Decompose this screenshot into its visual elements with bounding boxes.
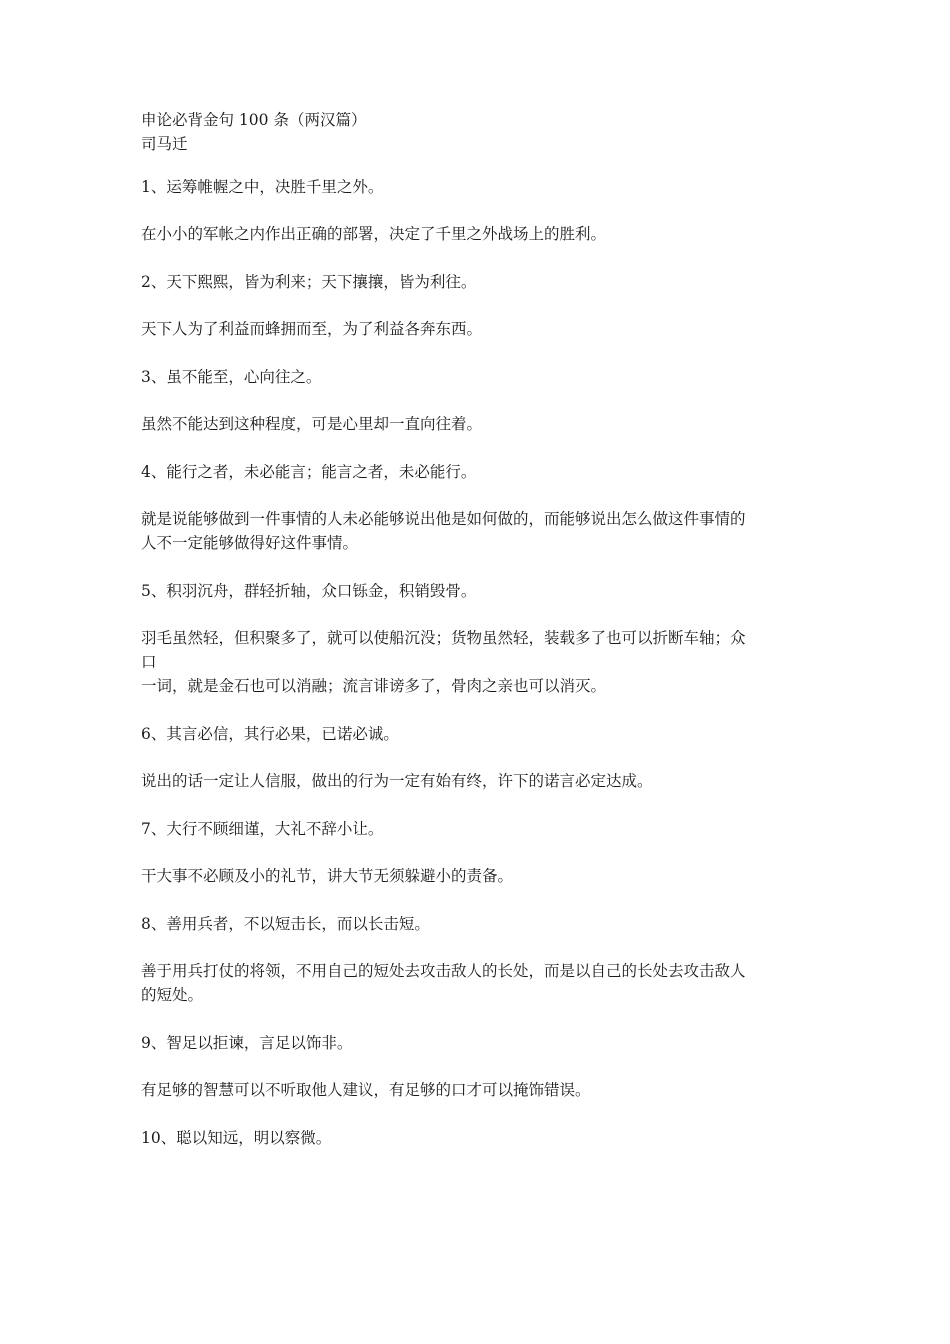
- explanation-text: 干大事不必顾及小的礼节，讲大节无须躲避小的责备。: [141, 867, 514, 885]
- quote-text: 10、聪以知远，明以察微。: [141, 1129, 332, 1147]
- list-item: [141, 365, 809, 436]
- document-title: 申论必背金句 100 条（两汉篇）: [141, 111, 367, 129]
- explanation-text: 有足够的智慧可以不听取他人建议，有足够的口才可以掩饰错误。: [141, 1081, 591, 1099]
- explanation-text: 就是说能够做到一件事情的人未必能够说出他是如何做的，而能够说出怎么做这件事情的 人不一定能够做得好这件事情。: [141, 510, 746, 552]
- list-item: [141, 912, 809, 1007]
- quote-text: 9、智足以拒谏，言足以饰非。: [141, 1034, 353, 1052]
- list-item: [141, 270, 809, 341]
- list-item: [141, 1126, 809, 1150]
- document-page: [141, 108, 809, 1173]
- list-item: [141, 175, 809, 246]
- list-item: [141, 722, 809, 793]
- document-author: 司马迁: [141, 135, 188, 153]
- quote-text: 3、虽不能至，心向往之。: [141, 368, 322, 386]
- quote-text: 8、善用兵者，不以短击长，而以长击短。: [141, 915, 430, 933]
- explanation-text: 虽然不能达到这种程度，可是心里却一直向往着。: [141, 415, 483, 433]
- explanation-text: 说出的话一定让人信服，做出的行为一定有始有终，许下的诺言必定达成。: [141, 772, 653, 790]
- quote-text: 2、天下熙熙，皆为利来；天下攘攘，皆为利往。: [141, 273, 477, 291]
- quote-text: 7、大行不顾细谨，大礼不辞小让。: [141, 820, 384, 838]
- explanation-text: 天下人为了利益而蜂拥而至，为了利益各奔东西。: [141, 320, 483, 338]
- quote-text: 5、积羽沉舟，群轻折轴，众口铄金，积销毁骨。: [141, 582, 477, 600]
- list-item: [141, 579, 809, 698]
- list-item: [141, 460, 809, 555]
- quote-text: 6、其言必信，其行必果，已诺必诚。: [141, 725, 399, 743]
- quote-text: 4、能行之者，未必能言；能言之者，未必能行。: [141, 463, 477, 481]
- list-item: [141, 1031, 809, 1102]
- explanation-text: 在小小的军帐之内作出正确的部署，决定了千里之外战场上的胜利。: [141, 225, 607, 243]
- explanation-text: 羽毛虽然轻，但积聚多了，就可以使船沉没；货物虽然轻，装载多了也可以折断车轴；众 口 一词，就是金石也可以消融；流言诽谤多了，骨肉之亲也可以消灭。: [141, 629, 746, 695]
- quote-text: 1、运筹帷幄之中，决胜千里之外。: [141, 178, 384, 196]
- list-item: [141, 817, 809, 888]
- explanation-text: 善于用兵打仗的将领，不用自己的短处去攻击敌人的长处，而是以自己的长处去攻击敌人 的短处。: [141, 962, 746, 1004]
